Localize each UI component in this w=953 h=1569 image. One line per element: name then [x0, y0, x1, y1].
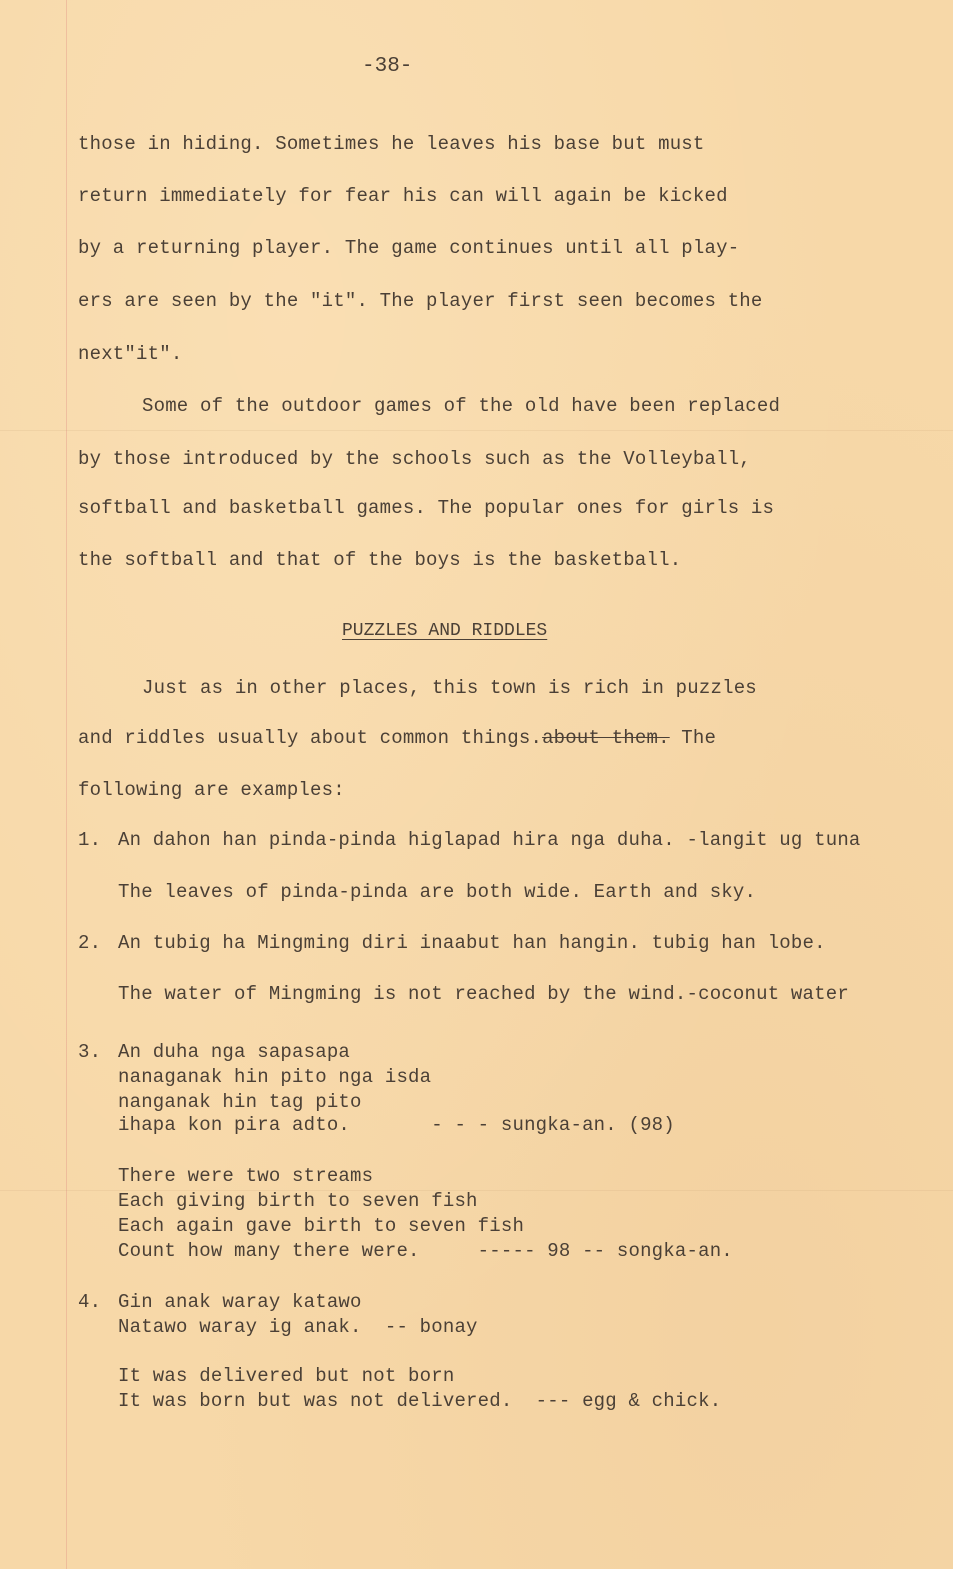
paragraph-line: Some of the outdoor games of the old have been replaced [142, 395, 781, 417]
riddle-number: 3. [78, 1041, 102, 1063]
intro-line: Just as in other places, this town is rich in puzzles [142, 677, 757, 699]
riddle-original: nanganak hin tag pito [118, 1091, 362, 1113]
intro-line [78, 727, 716, 749]
riddle-translation: Each again gave birth to seven fish [118, 1215, 525, 1237]
paragraph-line: by a returning player. The game continues until all play- [78, 237, 740, 259]
paragraph-line: the softball and that of the boys is the basketball. [78, 549, 682, 571]
paragraph-line: by those introduced by the schools such as the Volleyball, [78, 448, 751, 470]
intro-line: following are examples: [78, 779, 345, 801]
paragraph-line: ers are seen by the "it". The player first seen becomes the [78, 290, 763, 312]
intro-text: and riddles usually about common things. [78, 727, 543, 749]
riddle-original: Gin anak waray katawo [118, 1291, 362, 1313]
riddle-number: 4. [78, 1291, 102, 1313]
paragraph-line: those in hiding. Sometimes he leaves his base but must [78, 133, 705, 155]
riddle-translation: It was born but was not delivered. --- egg & chick. [118, 1390, 722, 1412]
struck-text: about them. [542, 727, 670, 749]
riddle-number: 1. [78, 829, 102, 851]
riddle-translation: There were two streams [118, 1165, 374, 1187]
riddle-translation: The leaves of pinda-pinda are both wide. Earth and sky. [118, 881, 757, 903]
paper-crease [0, 430, 953, 431]
riddle-translation: The water of Mingming is not reached by the wind.-coconut water [118, 983, 849, 1005]
riddle-translation: It was delivered but not born [118, 1365, 455, 1387]
paragraph-line: next"it". [78, 343, 183, 365]
page-number: -38- [362, 55, 413, 78]
riddle-original: Natawo waray ig anak. -- bonay [118, 1316, 478, 1338]
riddle-original: An dahon han pinda-pinda higlapad hira nga duha. -langit ug tuna [118, 829, 861, 851]
riddle-number: 2. [78, 932, 102, 954]
margin-rule [66, 0, 67, 1569]
intro-text: The [669, 727, 717, 749]
riddle-original: nanaganak hin pito nga isda [118, 1066, 432, 1088]
riddle-original: An tubig ha Mingming diri inaabut han hangin. tubig han lobe. [118, 932, 826, 954]
section-heading: PUZZLES AND RIDDLES [342, 621, 548, 641]
riddle-translation: Count how many there were. ----- 98 -- songka-an. [118, 1240, 733, 1262]
riddle-translation: Each giving birth to seven fish [118, 1190, 478, 1212]
riddle-original: ihapa kon pira adto. - - - sungka-an. (98) [118, 1114, 675, 1136]
riddle-original: An duha nga sapasapa [118, 1041, 351, 1063]
paragraph-line: return immediately for fear his can will again be kicked [78, 185, 728, 207]
paragraph-line: softball and basketball games. The popular ones for girls is [78, 497, 775, 519]
